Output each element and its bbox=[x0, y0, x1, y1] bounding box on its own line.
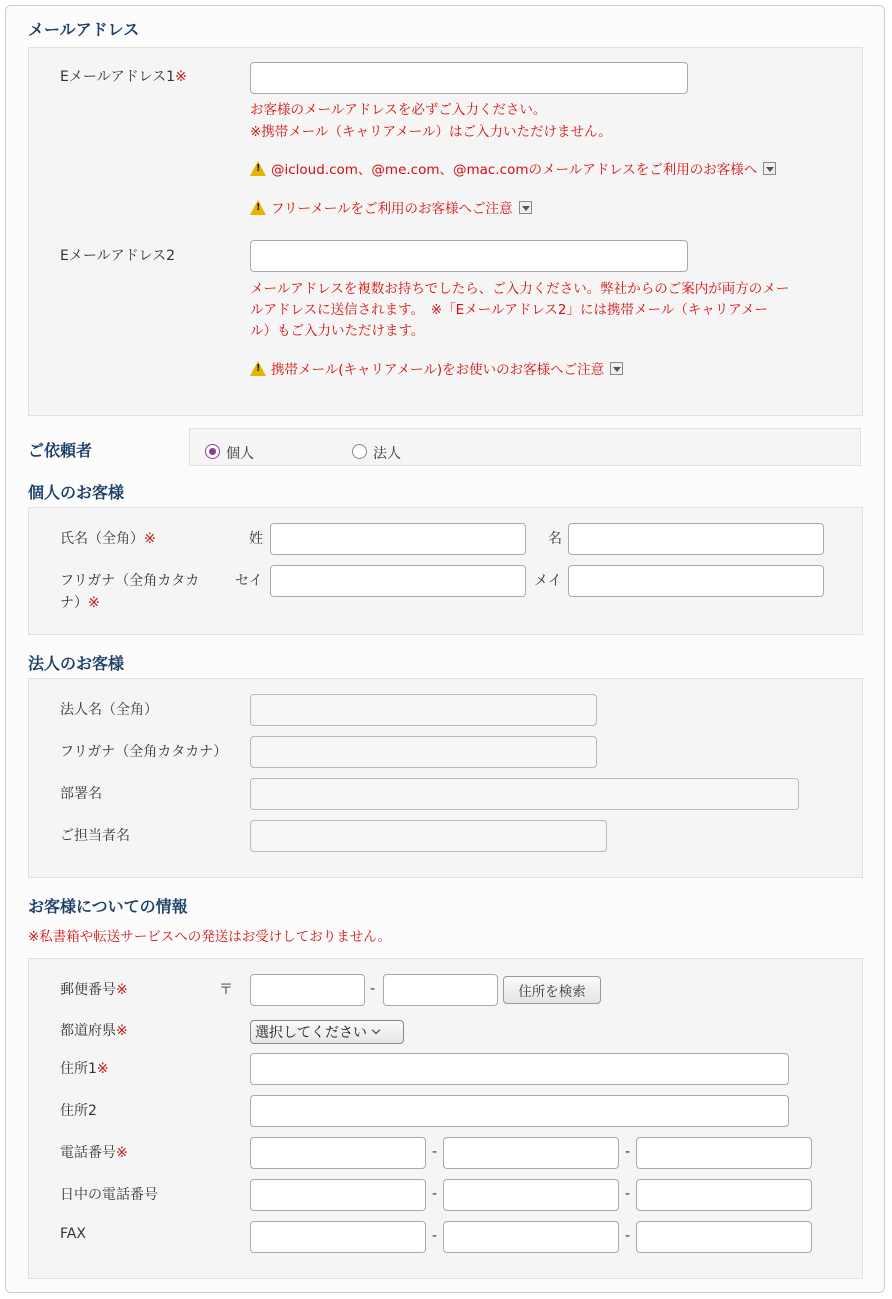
corporate-title: 法人のお客様 bbox=[28, 654, 125, 673]
daytime-tel-dash-1: - bbox=[432, 1186, 438, 1202]
prefecture-select[interactable] bbox=[250, 1020, 404, 1044]
warn-free-text: フリーメールをご利用のお客様へご注意 bbox=[271, 201, 513, 217]
daytime-tel-input-1[interactable] bbox=[250, 1179, 426, 1211]
radio-individual-label[interactable]: 個人 bbox=[226, 446, 254, 462]
warning-icon bbox=[250, 361, 266, 376]
fax-dash-2: - bbox=[625, 1228, 631, 1244]
expand-icon[interactable] bbox=[610, 362, 623, 375]
expand-icon[interactable] bbox=[763, 162, 776, 175]
warning-icon bbox=[250, 200, 266, 215]
email1-input[interactable] bbox=[250, 62, 688, 94]
fax-label: FAX bbox=[60, 1226, 86, 1242]
last-name-kana-input[interactable] bbox=[270, 565, 526, 597]
first-name-kana-input[interactable] bbox=[568, 565, 824, 597]
address1-input[interactable] bbox=[250, 1053, 789, 1085]
requester-title: ご依頼者 bbox=[28, 441, 93, 460]
company-kana-input[interactable] bbox=[250, 736, 597, 768]
company-kana-label: フリガナ（全角カタカナ） bbox=[60, 744, 228, 760]
email2-note-line1: メールアドレスを複数お持ちでしたら、ご入力ください。弊社からのご案内が両方のメー bbox=[250, 281, 790, 297]
email-section-title: メールアドレス bbox=[28, 20, 140, 39]
zip-dash: - bbox=[370, 981, 376, 997]
search-address-button[interactable]: 住所を検索 bbox=[503, 976, 601, 1004]
tel-input-1[interactable] bbox=[250, 1137, 426, 1169]
tel-dash-2: - bbox=[625, 1144, 631, 1160]
tel-dash-1: - bbox=[432, 1144, 438, 1160]
daytime-tel-label: 日中の電話番号 bbox=[60, 1187, 158, 1203]
customer-notice: ※私書箱や転送サービスへの発送はお受けしておりません。 bbox=[28, 929, 392, 945]
tel-input-2[interactable] bbox=[443, 1137, 619, 1169]
mei-label: 名 bbox=[548, 531, 562, 547]
radio-corporate-label[interactable]: 法人 bbox=[373, 446, 401, 462]
company-input[interactable] bbox=[250, 694, 597, 726]
warning-icon bbox=[250, 161, 266, 176]
tel-label: 電話番号※ bbox=[60, 1145, 128, 1161]
first-name-input[interactable] bbox=[568, 523, 824, 555]
contact-label: ご担当者名 bbox=[60, 828, 130, 844]
email1-label: Eメールアドレス1※ bbox=[60, 69, 187, 85]
individual-title: 個人のお客様 bbox=[28, 483, 125, 502]
kana-label-line1: フリガナ（全角カタカ bbox=[60, 573, 200, 589]
radio-corporate[interactable] bbox=[352, 444, 367, 459]
warn-mobile-text: 携帯メール(キャリアメール)をお使いのお客様へご注意 bbox=[271, 362, 605, 378]
tel-input-3[interactable] bbox=[636, 1137, 812, 1169]
address1-label: 住所1※ bbox=[60, 1061, 109, 1077]
expand-icon[interactable] bbox=[519, 201, 532, 214]
kana-label-line2: ナ）※ bbox=[60, 595, 100, 611]
email2-input[interactable] bbox=[250, 240, 688, 272]
dept-input[interactable] bbox=[250, 778, 799, 810]
last-name-input[interactable] bbox=[270, 523, 526, 555]
chevron-down-icon bbox=[372, 1026, 380, 1034]
email1-note-1: お客様のメールアドレスを必ずご入力ください。 bbox=[250, 102, 547, 118]
address2-label: 住所2 bbox=[60, 1103, 97, 1119]
daytime-tel-dash-2: - bbox=[625, 1186, 631, 1202]
zip-mark: 〒 bbox=[219, 982, 233, 998]
warn-free-toggle[interactable] bbox=[250, 197, 532, 217]
sei-label: 姓 bbox=[249, 531, 263, 547]
prefecture-select-value: 選択してください bbox=[255, 1025, 367, 1041]
customer-title: お客様についての情報 bbox=[28, 897, 188, 916]
dept-label: 部署名 bbox=[60, 786, 102, 802]
zip-label: 郵便番号※ bbox=[60, 982, 128, 998]
company-label: 法人名（全角） bbox=[60, 702, 158, 718]
fax-input-3[interactable] bbox=[636, 1221, 812, 1253]
warn-mobile-toggle[interactable] bbox=[250, 358, 623, 378]
email1-note-2: ※携帯メール（キャリアメール）はご入力いただけません。 bbox=[250, 124, 612, 140]
contact-input[interactable] bbox=[250, 820, 607, 852]
sei-kana-label: セイ bbox=[235, 573, 263, 589]
daytime-tel-input-2[interactable] bbox=[443, 1179, 619, 1211]
name-label: 氏名（全角）※ bbox=[60, 531, 156, 547]
fax-input-2[interactable] bbox=[443, 1221, 619, 1253]
mei-kana-label: メイ bbox=[534, 573, 562, 589]
warn-icloud-toggle[interactable] bbox=[250, 158, 776, 178]
zip-input-1[interactable] bbox=[250, 974, 365, 1006]
email2-note-line2: ルアドレスに送信されます。 ※「Eメールアドレス2」には携帯メール（キャリアメー bbox=[250, 302, 768, 318]
fax-dash-1: - bbox=[432, 1228, 438, 1244]
address2-input[interactable] bbox=[250, 1095, 789, 1127]
fax-input-1[interactable] bbox=[250, 1221, 426, 1253]
warn-icloud-text: @icloud.com、@me.com、@mac.comのメールアドレスをご利用のお客様へ bbox=[271, 162, 758, 178]
email2-note-line3: ル）もご入力いただけます。 bbox=[250, 323, 425, 339]
daytime-tel-input-3[interactable] bbox=[636, 1179, 812, 1211]
zip-input-2[interactable] bbox=[383, 974, 498, 1006]
email2-label: Eメールアドレス2 bbox=[60, 248, 176, 264]
prefecture-label: 都道府県※ bbox=[60, 1023, 128, 1039]
radio-individual[interactable] bbox=[205, 444, 220, 459]
requester-panel bbox=[189, 428, 861, 466]
